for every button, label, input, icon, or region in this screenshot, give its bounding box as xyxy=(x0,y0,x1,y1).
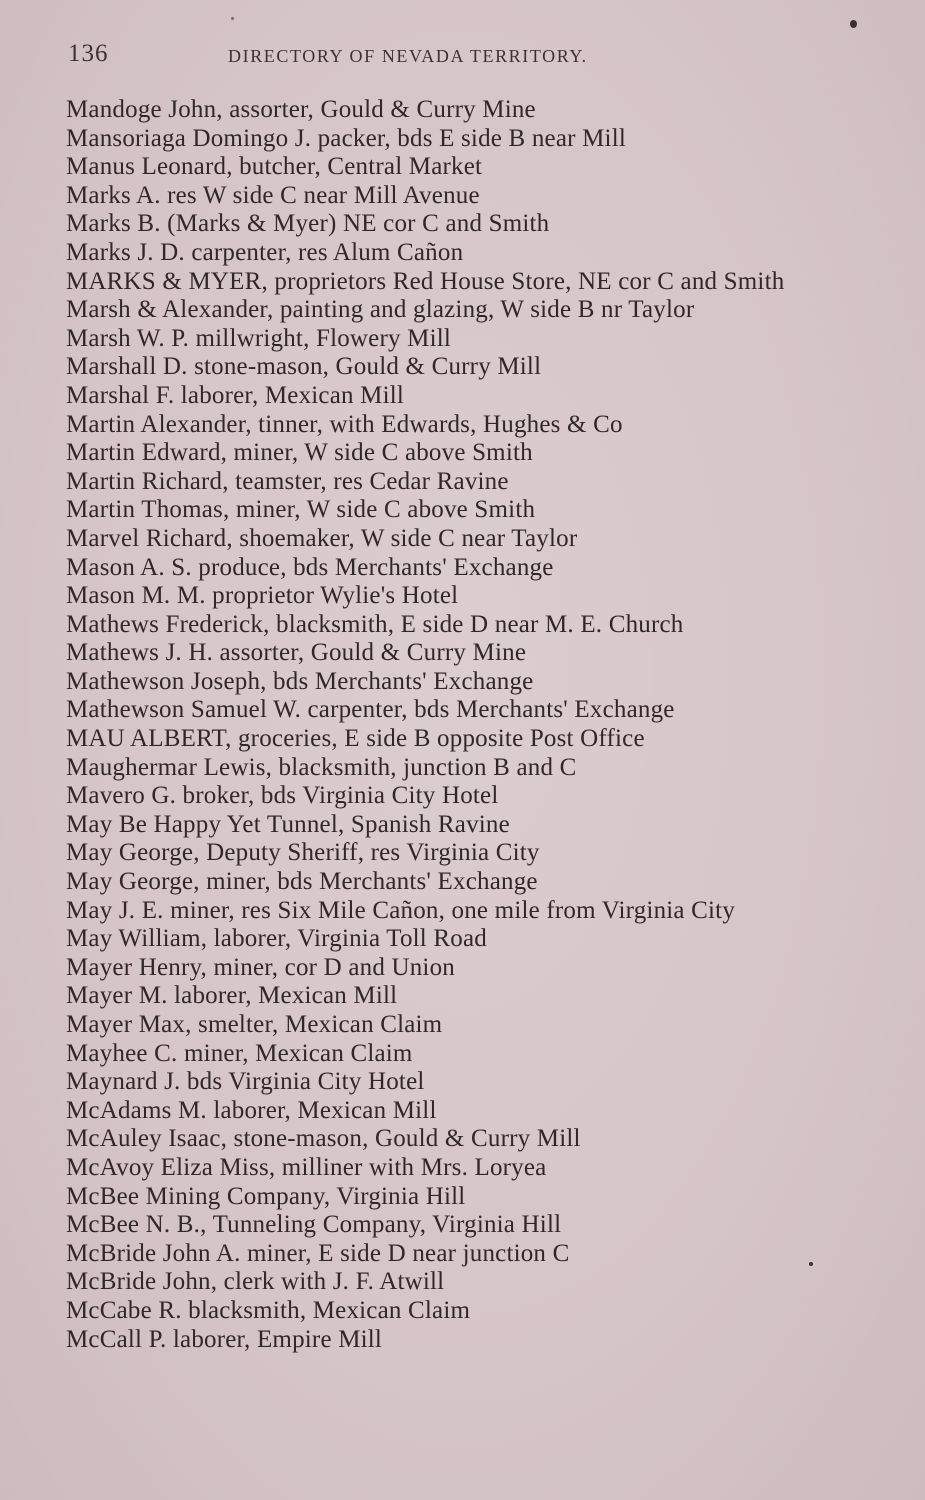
directory-entry: McBride John, clerk with J. F. Atwill xyxy=(66,1268,445,1296)
directory-entry: Mathewson Joseph, bds Merchants' Exchange xyxy=(66,667,534,695)
directory-entry: McAuley Isaac, stone-mason, Gould & Curry Mill xyxy=(66,1125,581,1153)
directory-entry: Mayer Henry, miner, cor D and Union xyxy=(66,953,455,981)
directory-entry: Mayhee C. miner, Mexican Claim xyxy=(66,1039,413,1067)
directory-entries xyxy=(66,96,836,1354)
directory-entry: McBride John A. miner, E side D near junction C xyxy=(66,1239,570,1267)
directory-entry: Marks J. D. carpenter, res Alum Cañon xyxy=(66,238,464,266)
directory-entry: May George, miner, bds Merchants' Exchange xyxy=(66,868,538,896)
directory-entry: McAdams M. laborer, Mexican Mill xyxy=(66,1096,437,1124)
directory-entry: Mathews J. H. assorter, Gould & Curry Mine xyxy=(66,639,527,667)
directory-entry: Mason M. M. proprietor Wylie's Hotel xyxy=(66,582,459,610)
directory-entry: Marshall D. stone-mason, Gould & Curry Mill xyxy=(66,353,542,381)
directory-entry: Martin Richard, teamster, res Cedar Ravine xyxy=(66,467,509,495)
directory-entry: McBee Mining Company, Virginia Hill xyxy=(66,1182,466,1210)
directory-entry: Maynard J. bds Virginia City Hotel xyxy=(66,1068,425,1096)
directory-entry: Mandoge John, assorter, Gould & Curry Mine xyxy=(66,96,536,123)
ink-speck xyxy=(231,17,234,20)
running-head-title: DIRECTORY OF NEVADA TERRITORY. xyxy=(228,46,588,66)
directory-entry: Mavero G. broker, bds Virginia City Hotel xyxy=(66,782,499,810)
directory-entry: McAvoy Eliza Miss, milliner with Mrs. Loryea xyxy=(66,1153,547,1181)
directory-entry: Martin Thomas, miner, W side C above Smith xyxy=(66,496,536,524)
directory-entry: Mathews Frederick, blacksmith, E side D near M. E. Church xyxy=(66,610,684,638)
directory-entry: Marsh W. P. millwright, Flowery Mill xyxy=(66,324,452,352)
directory-entry: MAU ALBERT, groceries, E side B opposite Post Office xyxy=(66,725,645,753)
directory-entry: Martin Alexander, tinner, with Edwards, Hughes & Co xyxy=(66,410,623,438)
directory-entry: Manus Leonard, butcher, Central Market xyxy=(66,153,483,181)
directory-entry: Mansoriaga Domingo J. packer, bds E side B near Mill xyxy=(66,124,626,152)
directory-entry: McCabe R. blacksmith, Mexican Claim xyxy=(66,1296,471,1324)
directory-entry: Marks A. res W side C near Mill Avenue xyxy=(66,181,480,209)
directory-entry: May Be Happy Yet Tunnel, Spanish Ravine xyxy=(66,810,510,838)
directory-entry: May William, laborer, Virginia Toll Road xyxy=(66,925,487,953)
directory-entry: McBee N. B., Tunneling Company, Virginia Hill xyxy=(66,1211,562,1239)
page-header xyxy=(68,40,828,74)
directory-entry: May George, Deputy Sheriff, res Virginia City xyxy=(66,839,540,867)
directory-entry: Martin Edward, miner, W side C above Smith xyxy=(66,439,533,467)
directory-entry: Mathewson Samuel W. carpenter, bds Merchants' Exchange xyxy=(66,696,675,724)
page-number: 136 xyxy=(68,40,109,67)
directory-entry: Marsh & Alexander, painting and glazing, W side B nr Taylor xyxy=(66,296,695,324)
directory-entry: Mayer Max, smelter, Mexican Claim xyxy=(66,1011,443,1038)
directory-entry: Marvel Richard, shoemaker, W side C near Taylor xyxy=(66,524,578,552)
directory-entry: McCall P. laborer, Empire Mill xyxy=(66,1325,383,1353)
ink-speck xyxy=(809,1262,813,1266)
directory-entry: Maughermar Lewis, blacksmith, junction B and C xyxy=(66,753,577,781)
directory-entry: Mayer M. laborer, Mexican Mill xyxy=(66,982,398,1010)
directory-entry: MARKS & MYER, proprietors Red House Store, NE cor C and Smith xyxy=(66,267,785,295)
directory-entry: Mason A. S. produce, bds Merchants' Exchange xyxy=(66,553,554,581)
directory-entry: May J. E. miner, res Six Mile Cañon, one mile from Virginia City xyxy=(66,896,736,924)
directory-entry: Marshal F. laborer, Mexican Mill xyxy=(66,381,405,409)
ink-speck xyxy=(850,20,857,28)
directory-entry: Marks B. (Marks & Myer) NE cor C and Smith xyxy=(66,210,550,238)
